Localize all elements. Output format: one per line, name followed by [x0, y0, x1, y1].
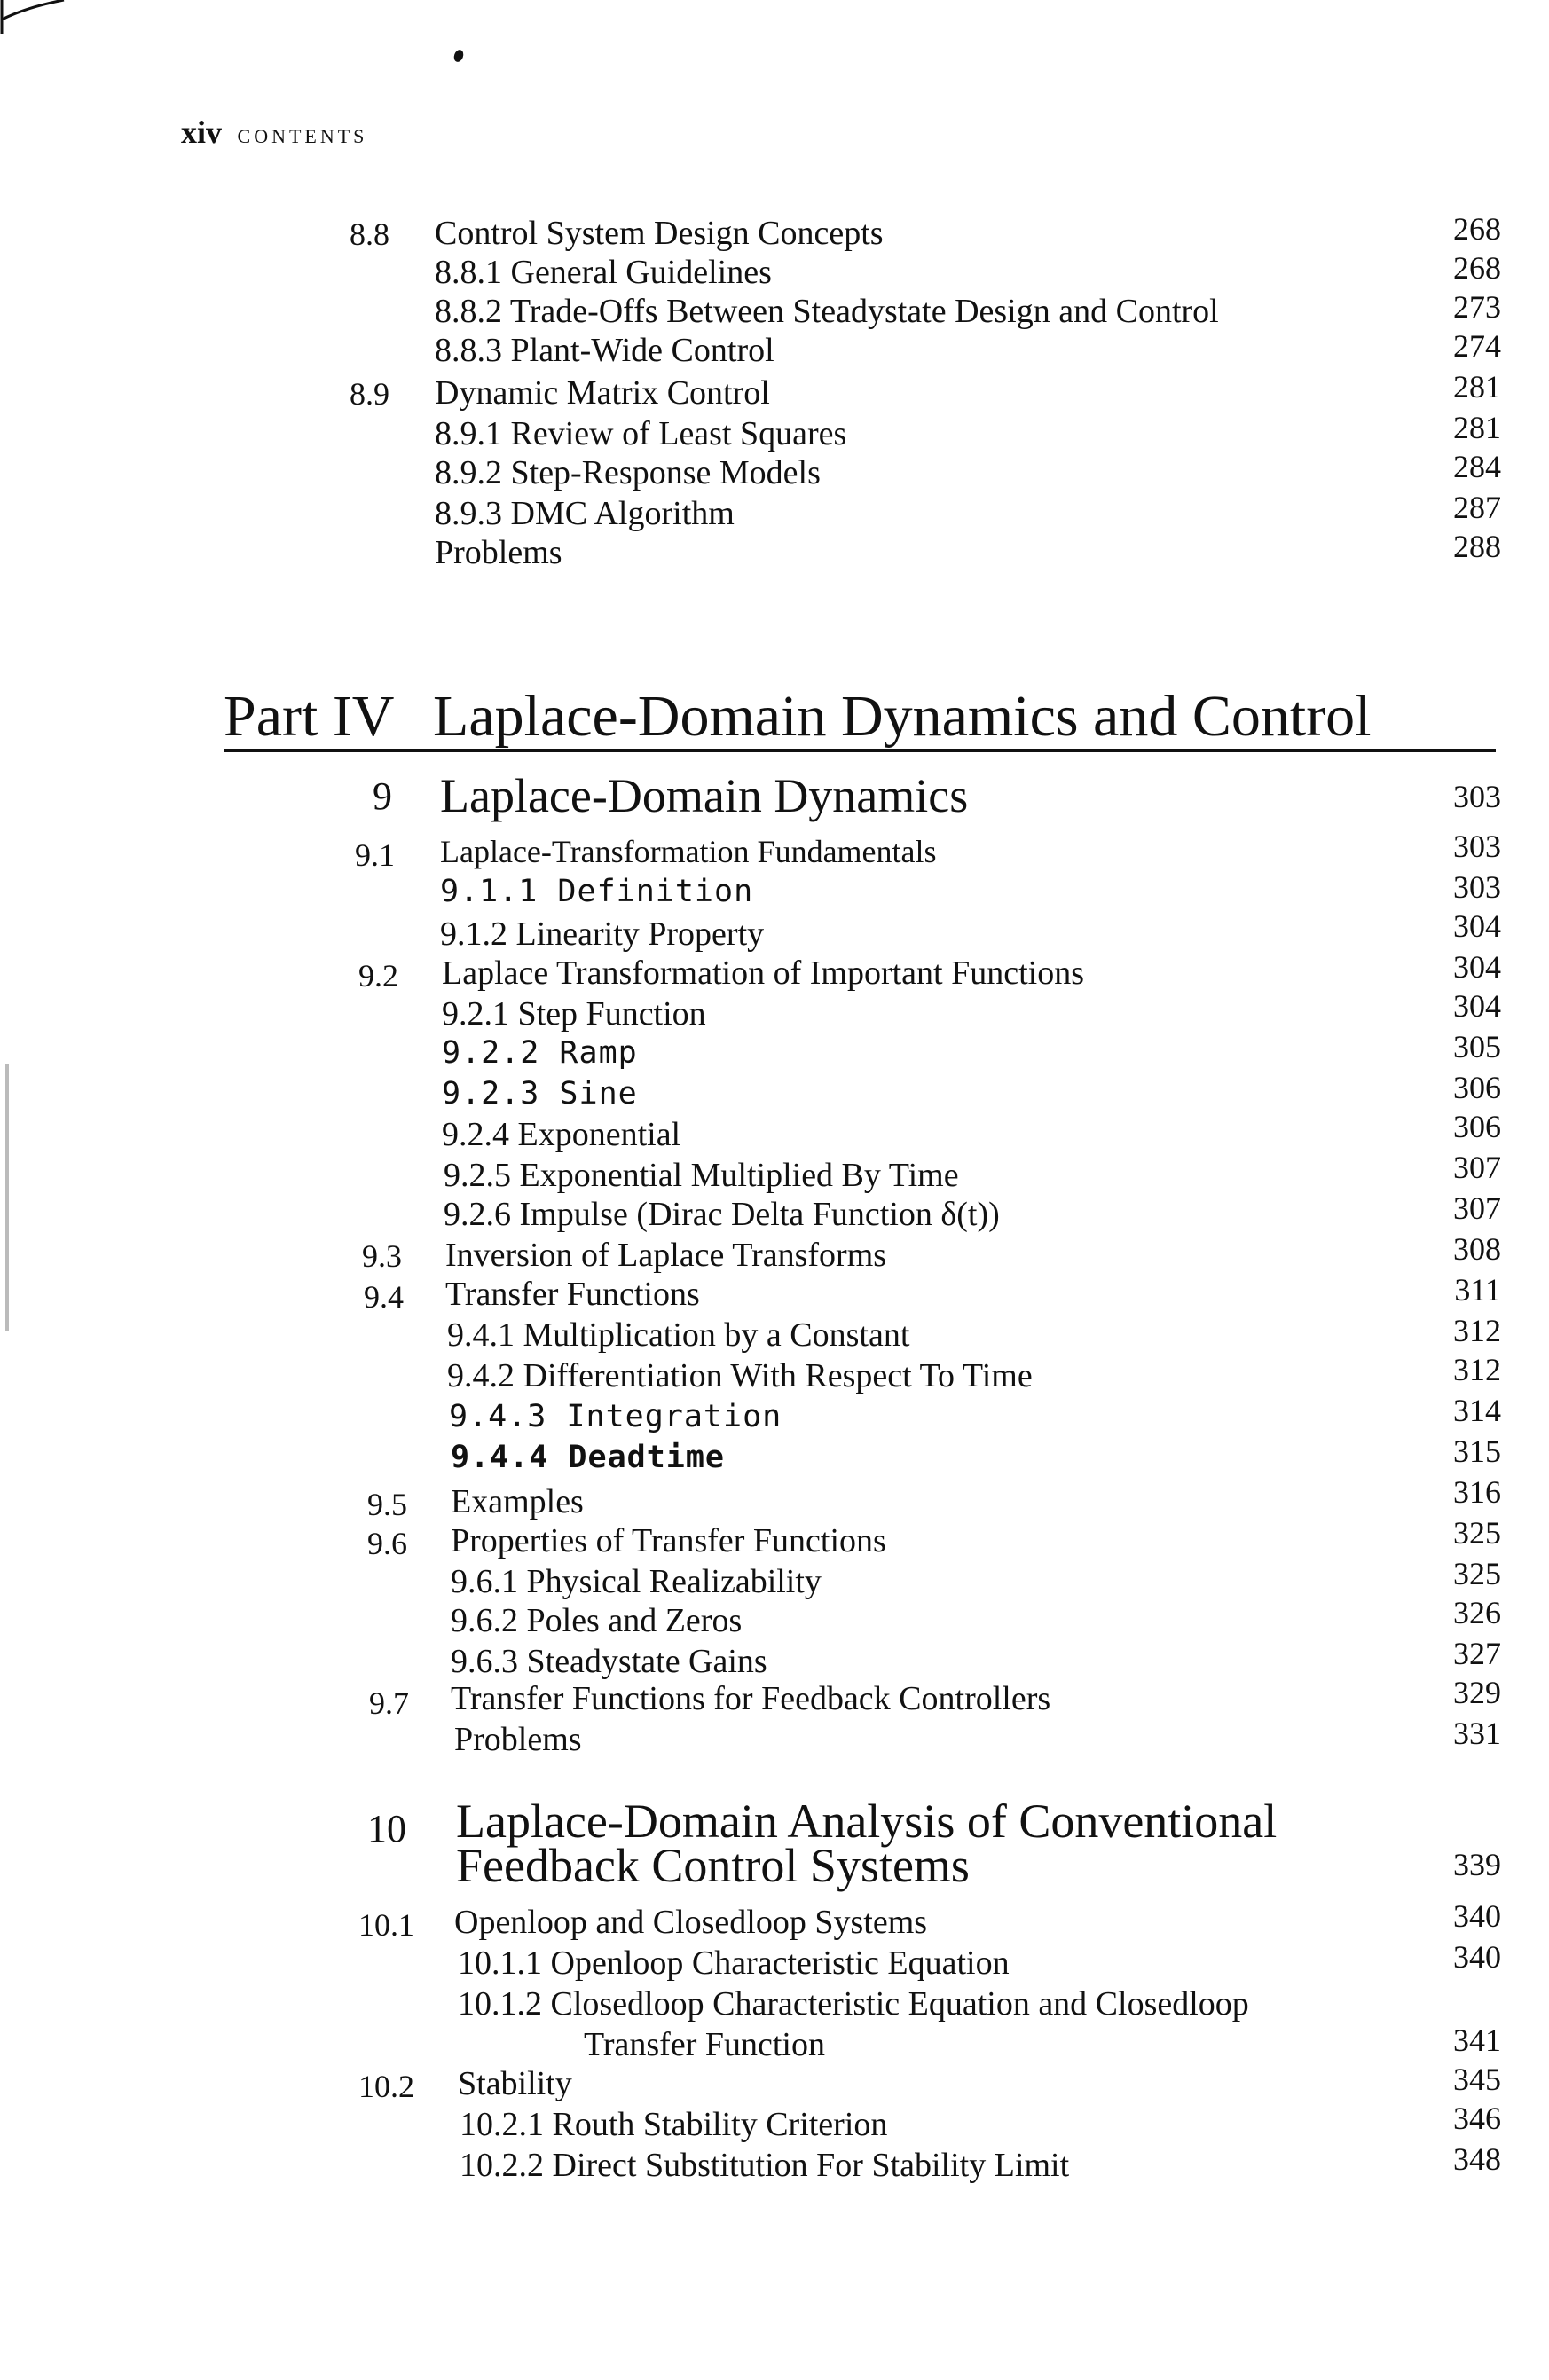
- toc-page: 281: [1453, 369, 1501, 405]
- toc-entry: Properties of Transfer Functions: [451, 1522, 886, 1559]
- chapter-number: 9: [373, 774, 392, 818]
- chapter-page: 303: [1453, 779, 1501, 814]
- toc-page: 306: [1453, 1070, 1501, 1105]
- toc-num: 8.9: [350, 376, 389, 412]
- toc-page: 340: [1453, 1939, 1501, 1975]
- toc-page: 325: [1453, 1556, 1501, 1591]
- toc-entry: 8.8.2 Trade-Offs Between Steadystate Design and Control: [435, 293, 1219, 330]
- toc-page: 308: [1453, 1231, 1501, 1267]
- toc-num: 8.8: [350, 216, 389, 252]
- toc-page: 303: [1453, 869, 1501, 905]
- toc-entry: Dynamic Matrix Control: [435, 374, 770, 412]
- toc-entry: 9.4.3 Integration: [449, 1399, 782, 1434]
- toc-num: 9.6: [367, 1526, 407, 1561]
- running-title: CONTENTS: [237, 125, 368, 147]
- toc-page: 327: [1453, 1636, 1501, 1671]
- toc-page: 314: [1453, 1393, 1501, 1428]
- toc-page: 303: [1453, 829, 1501, 864]
- toc-entry: Transfer Functions: [445, 1276, 700, 1313]
- toc-page: 304: [1453, 908, 1501, 944]
- toc-entry: 9.6.1 Physical Realizability: [451, 1563, 822, 1600]
- toc-page: 341: [1453, 2023, 1501, 2058]
- toc-entry: 9.4.2 Differentiation With Respect To Time: [447, 1357, 1033, 1394]
- toc-page: 311: [1454, 1272, 1501, 1308]
- toc-page: 325: [1453, 1515, 1501, 1551]
- toc-num: 9.3: [362, 1238, 402, 1274]
- toc-page: 312: [1453, 1352, 1501, 1387]
- toc-entry: 9.1.2 Linearity Property: [440, 915, 765, 953]
- toc-entry: 10.1.1 Openloop Characteristic Equation: [458, 1944, 1010, 1982]
- toc-entry: 9.4.1 Multiplication by a Constant: [447, 1316, 910, 1354]
- part-rule: [224, 749, 1496, 752]
- toc-entry: Control System Design Concepts: [435, 215, 884, 252]
- toc-page: 307: [1453, 1190, 1501, 1226]
- toc-entry: Transfer Function: [584, 2026, 825, 2063]
- toc-entry: 9.2.1 Step Function: [442, 995, 706, 1033]
- toc-page: 307: [1453, 1150, 1501, 1185]
- toc-page: 312: [1453, 1313, 1501, 1348]
- toc-page: 274: [1453, 328, 1501, 364]
- toc-page: 287: [1453, 490, 1501, 525]
- toc-entry: 8.8.1 General Guidelines: [435, 254, 772, 291]
- toc-page: 346: [1453, 2101, 1501, 2136]
- toc-page: 304: [1453, 988, 1501, 1024]
- toc-entry: 10.1.2 Closedloop Characteristic Equation and Closedloop: [458, 1985, 1249, 2023]
- part-label: Part IV: [224, 684, 395, 749]
- toc-entry: 8.9.2 Step-Response Models: [435, 454, 821, 491]
- toc-entry: Laplace-Transformation Fundamentals: [440, 834, 937, 869]
- corner-scan-mark: [0, 0, 71, 35]
- toc-entry: 8.9.1 Review of Least Squares: [435, 415, 847, 452]
- chapter-title-line-1: Laplace-Domain Analysis of Conventional: [456, 1795, 1278, 1848]
- ink-dot: [452, 49, 465, 64]
- toc-entry: Problems: [435, 534, 562, 571]
- toc-entry: Inversion of Laplace Transforms: [445, 1237, 887, 1274]
- toc-entry: 9.2.4 Exponential: [442, 1116, 681, 1153]
- toc-page: 268: [1453, 211, 1501, 247]
- toc-entry: 9.6.2 Poles and Zeros: [451, 1602, 743, 1639]
- toc-entry: 10.2.2 Direct Substitution For Stability Limit: [460, 2147, 1070, 2184]
- toc-page: 340: [1453, 1898, 1501, 1934]
- toc-page: 268: [1453, 250, 1501, 286]
- toc-entry: 10.2.1 Routh Stability Criterion: [460, 2106, 888, 2143]
- toc-entry: Problems: [454, 1721, 582, 1758]
- scan-edge-noise: [5, 1064, 9, 1331]
- toc-entry: 9.6.3 Steadystate Gains: [451, 1643, 767, 1680]
- toc-page: 304: [1453, 949, 1501, 985]
- part-title: Laplace-Domain Dynamics and Control: [433, 684, 1372, 749]
- toc-num: 10.2: [358, 2069, 414, 2104]
- toc-page: 331: [1453, 1716, 1501, 1751]
- chapter-title: Laplace-Domain Dynamics: [440, 769, 969, 822]
- toc-page: 288: [1453, 529, 1501, 564]
- chapter-title-line-2: Feedback Control Systems: [456, 1839, 970, 1892]
- running-head: [181, 114, 367, 151]
- chapter-page: 339: [1453, 1847, 1501, 1882]
- toc-entry: Laplace Transformation of Important Functions: [442, 954, 1084, 992]
- toc-page: 284: [1453, 449, 1501, 484]
- toc-num: 9.7: [369, 1685, 409, 1721]
- toc-entry: Stability: [458, 2065, 572, 2102]
- toc-page: 326: [1453, 1595, 1501, 1630]
- toc-entry: 9.4.4 Deadtime: [451, 1440, 726, 1475]
- toc-entry: 8.9.3 DMC Algorithm: [435, 495, 735, 532]
- toc-entry: 9.2.5 Exponential Multiplied By Time: [444, 1157, 959, 1194]
- toc-page: 306: [1453, 1109, 1501, 1144]
- toc-entry: Transfer Functions for Feedback Controllers: [451, 1680, 1051, 1717]
- toc-num: 9.5: [367, 1487, 407, 1522]
- toc-page: 345: [1453, 2062, 1501, 2097]
- toc-page: 281: [1453, 410, 1501, 445]
- page-number: xiv: [181, 114, 223, 150]
- toc-page: 316: [1453, 1474, 1501, 1510]
- toc-entry: 9.2.2 Ramp: [442, 1035, 638, 1071]
- toc-entry: Examples: [451, 1483, 584, 1520]
- toc-page: 329: [1453, 1675, 1501, 1710]
- toc-num: 10.1: [358, 1907, 414, 1943]
- toc-entry: 9.2.3 Sine: [442, 1076, 638, 1111]
- toc-entry: 9.2.6 Impulse (Dirac Delta Function δ(t)): [444, 1196, 1000, 1233]
- toc-entry: Openloop and Closedloop Systems: [454, 1904, 928, 1941]
- toc-num: 9.2: [358, 958, 398, 994]
- toc-page: 348: [1453, 2141, 1501, 2177]
- toc-entry: 9.1.1 Definition: [440, 874, 754, 909]
- toc-page: 315: [1453, 1433, 1501, 1469]
- toc-entry: 8.8.3 Plant-Wide Control: [435, 332, 774, 369]
- chapter-number: 10: [367, 1807, 406, 1850]
- toc-num: 9.4: [364, 1279, 404, 1315]
- toc-num: 9.1: [355, 837, 395, 873]
- toc-page: 305: [1453, 1029, 1501, 1064]
- toc-page: 273: [1453, 289, 1501, 325]
